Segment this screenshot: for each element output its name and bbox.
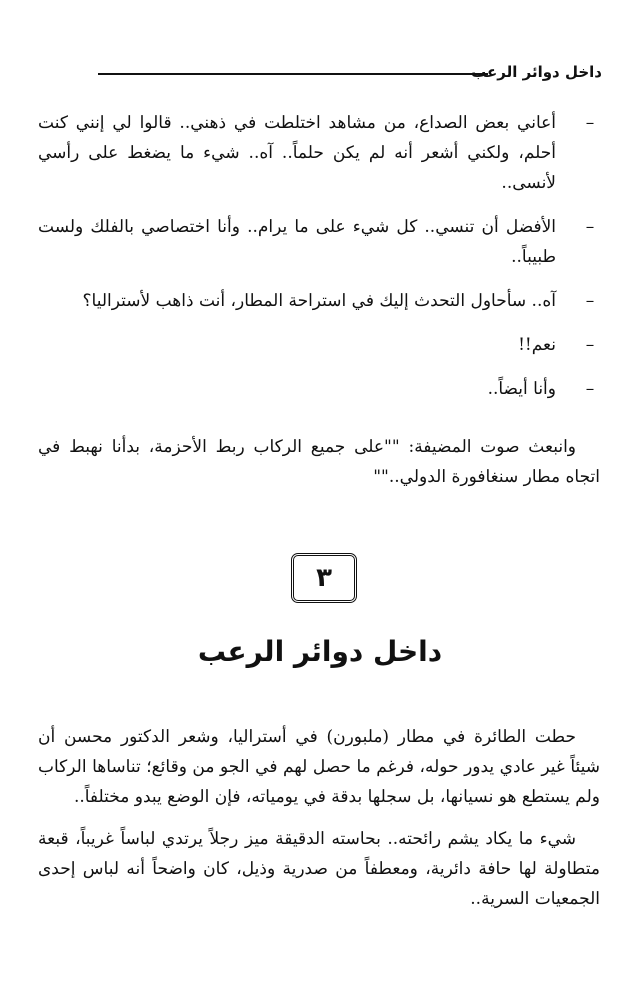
dialogue-line <box>38 330 600 360</box>
dialogue-dash: – <box>585 113 595 133</box>
dialogue-text: وأنا أيضاً.. <box>487 379 556 399</box>
dialogue-dash: – <box>585 379 595 399</box>
dialogue-line <box>38 374 600 404</box>
chapter-paragraph: شيء ما يكاد يشم رائحته.. بحاسته الدقيقة ميز رجلاً يرتدي لباساً غريباً، قبعة متطاولة لها حافة دائرية، ومعطفاً من صدرية وذيل، كان واضحاً أنه لباس إحدى الجمعيات السرية.. <box>38 829 600 909</box>
dialogue-line <box>38 286 600 316</box>
dialogue-block <box>38 108 600 418</box>
dialogue-line <box>38 108 600 198</box>
dialogue-dash: – <box>585 335 595 355</box>
dialogue-text: الأفضل أن تنسي.. كل شيء على ما يرام.. وأنا اختصاصي بالفلك ولست طبيباً.. <box>38 217 556 267</box>
chapter-title: داخل دوائر الرعب <box>197 635 443 668</box>
dialogue-text: نعم!! <box>518 335 556 355</box>
chapter-number-box <box>291 553 357 603</box>
running-header <box>38 62 602 86</box>
dialogue-dash: – <box>585 217 595 237</box>
chapter-number: ٣ <box>316 563 332 593</box>
chapter-body <box>38 722 600 926</box>
dialogue-dash: – <box>585 291 595 311</box>
running-header-title: داخل دوائر الرعب <box>471 63 602 81</box>
closing-paragraph: وانبعث صوت المضيفة: ""على جميع الركاب ربط الأحزمة، بدأنا نهبط في اتجاه مطار سنغافورة الدولي.."" <box>38 437 600 487</box>
dialogue-text: آه.. سأحاول التحدث إليك في استراحة المطار، أنت ذاهب لأستراليا؟ <box>82 291 556 311</box>
dialogue-line <box>38 212 600 272</box>
header-rule <box>98 73 488 75</box>
chapter-paragraph: حطت الطائرة في مطار (ملبورن) في أستراليا، وشعر الدكتور محسن أن شيئاً غير عادي يدور حوله، فرغم ما حصل لهم في الجو من وقائع؛ تناساها الركاب ولم يستطع هو نسيانها، بل سجلها بدقة في يومياته، فإن الوضع يبدو مختلفاً.. <box>38 727 600 807</box>
dialogue-text: أعاني بعض الصداع، من مشاهد اختلطت في ذهني.. قالوا لي إنني كنت أحلم، ولكني أشعر أنه لم يكن حلماً.. آه.. شيء ما يضغط على رأسي لأنسى.. <box>38 113 556 193</box>
